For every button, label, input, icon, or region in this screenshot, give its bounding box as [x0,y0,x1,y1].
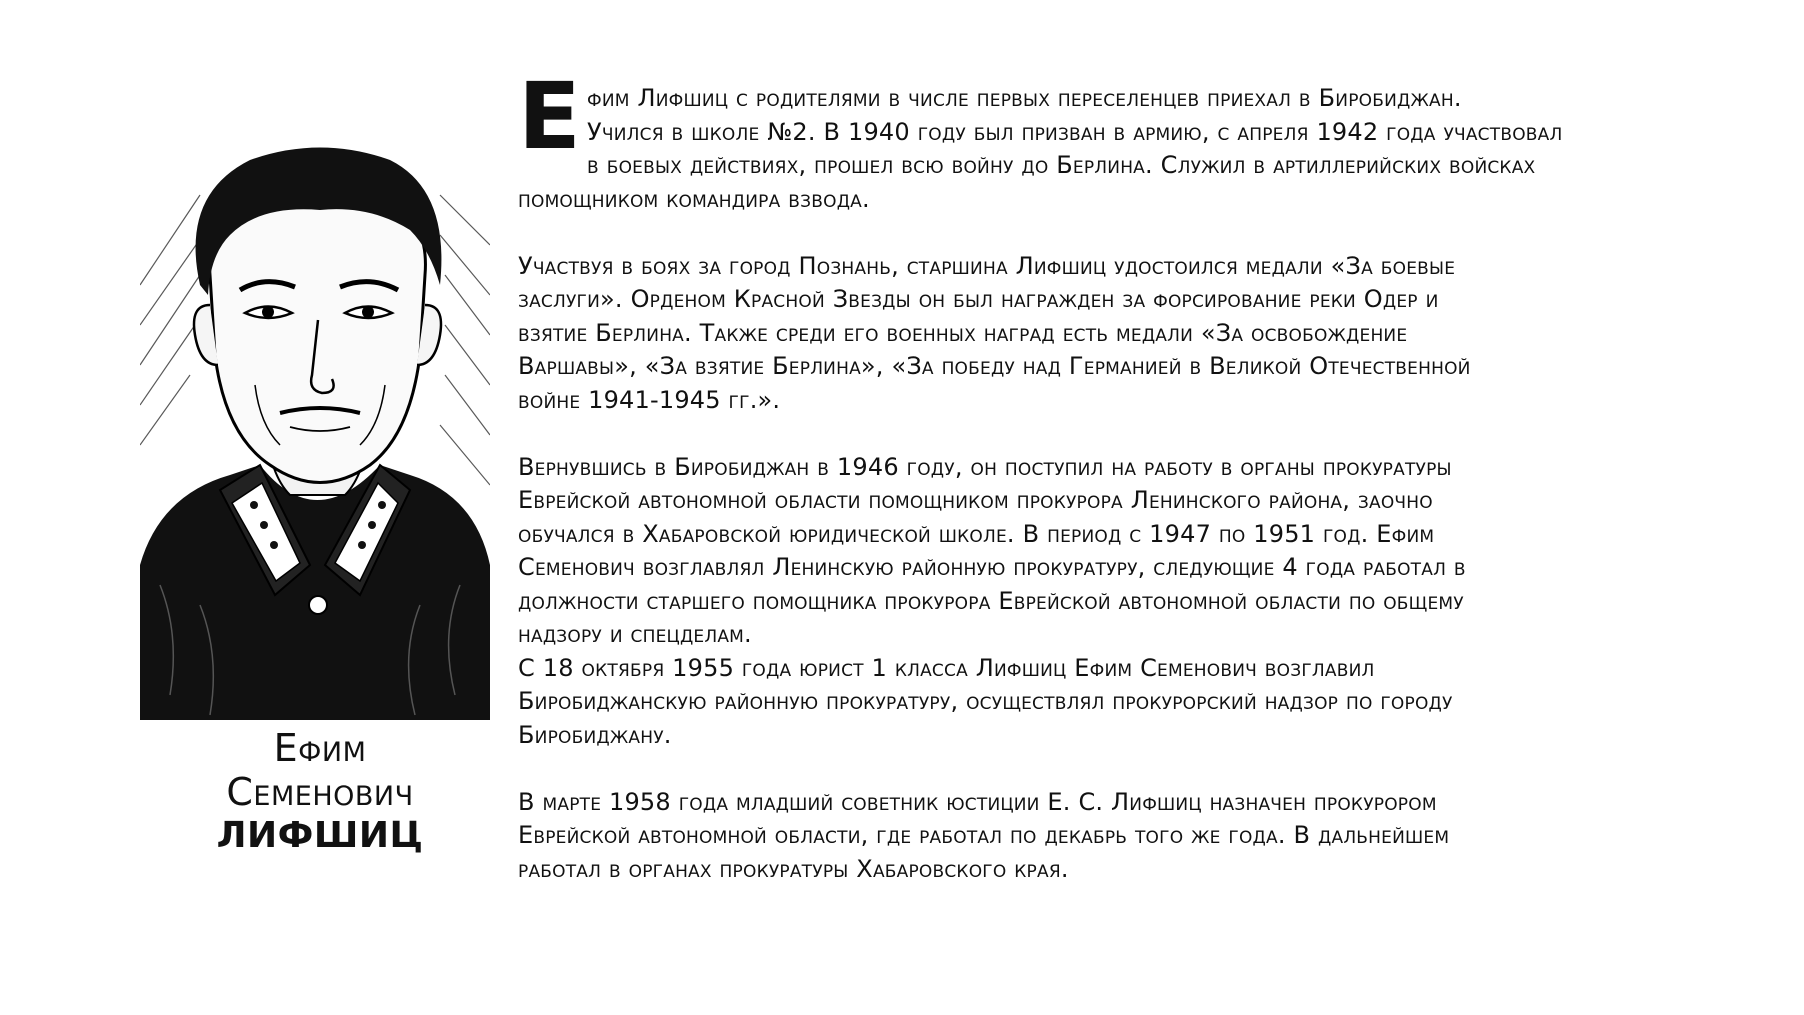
bio-paragraph-4: В марте 1958 года младший советник юстиции Е. С. Лифшиц назначен прокурором Еврейской автономной области, где работал по декабрь того же года. В дальнейшем работал в органах прокуратуры Хабаровского края. [518,787,1450,883]
bio-paragraph-3: Вернувшись в Биробиджан в 1946 году, он поступил на работу в органы прокуратуры Еврейской автономной области помощником прокурора Ленинского района, заочно обучался в Хабаровской юридической школе. В период с 1947 по 1951 год. Ефим Семенович возглавлял Ленинскую районную прокуратуру, следующие 4 года работал в должности старшего помощника прокурора Еврейской автономной области по общему надзору и спецделам. С 18 октября 1955 года юрист 1 класса Лифшиц Ефим Семенович возглавил Биробиджанскую районную прокуратуру, осуществлял прокурорский надзор по городу Биробиджану. [518,452,1466,749]
last-name: ЛИФШИЦ [216,815,424,856]
portrait-illustration [140,135,490,720]
drop-cap: Е [518,63,582,170]
bio-paragraph-2: Участвуя в боях за город Познань, старшина Лифшиц удостоился медали «За боевые заслуги». Орденом Красной Звезды он был награжден за форсирование реки Одер и взятие Берлина. Также среди его военных наград есть медали «За освобождение Варшавы», «За взятие Берлина», «За победу над Германией в Великой Отечественной войне 1941-1945 гг.». [518,251,1471,414]
first-name: Ефим [273,726,367,770]
bio-paragraph-1 [518,63,1698,216]
middle-name: Семенович [226,770,414,814]
biography-text [518,63,1698,920]
bio-paragraph-1-text: фим Лифшиц с родителями в числе первых переселенцев приехал в Биробиджан. Учился в школе №2. В 1940 году был призван в армию, с апреля 1942 года участвовал в боевых действиях, прошел всю войну до Берлина. Служил в артиллерийских войсках помощником командира взвода. [518,84,1563,213]
person-name [150,726,490,858]
